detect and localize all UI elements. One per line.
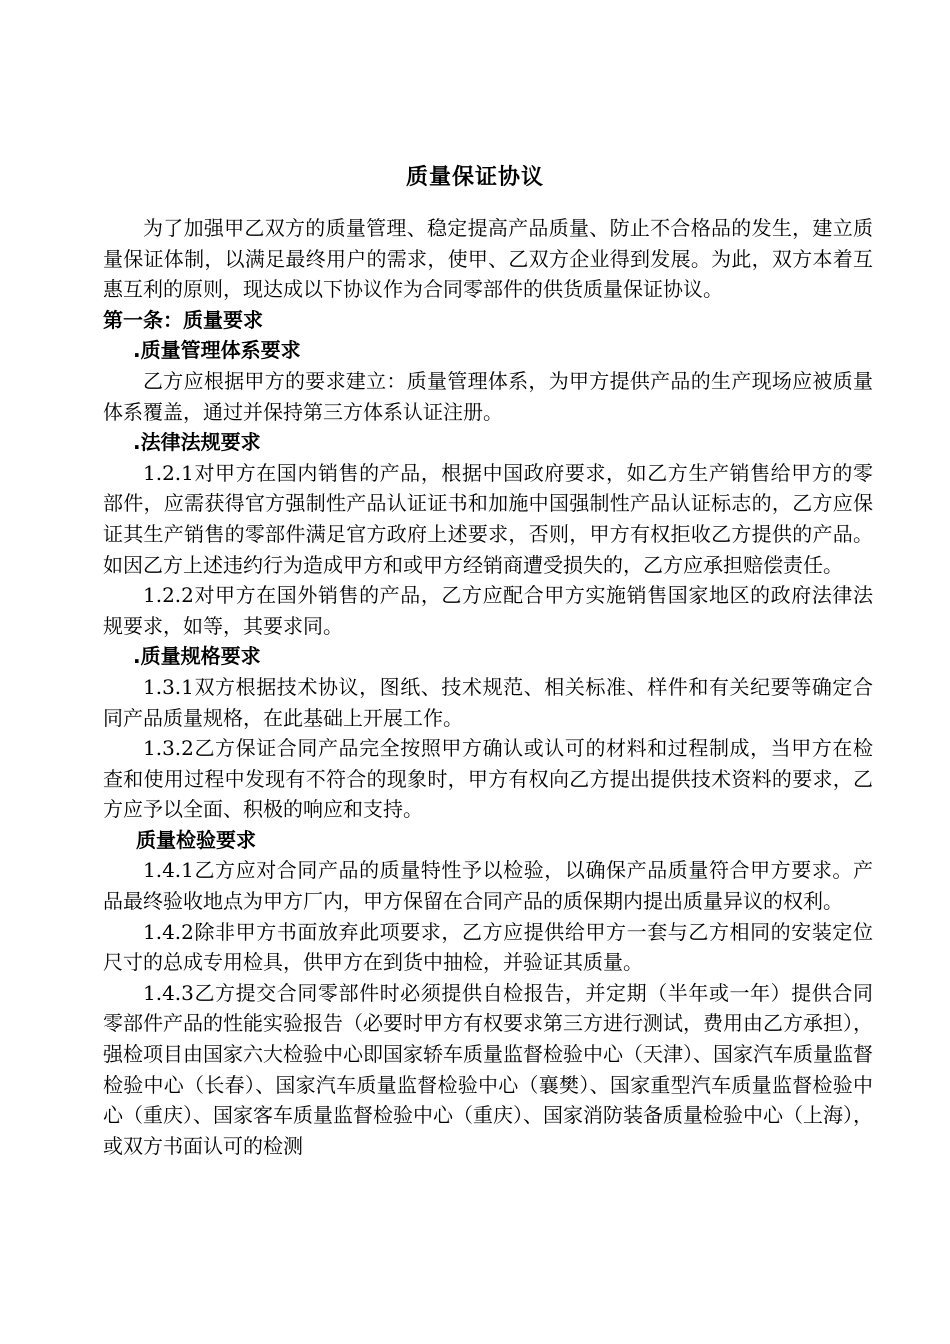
intro-paragraph: 为了加强甲乙双方的质量管理、稳定提高产品质量、防止不合格品的发生，建立质量保证体制，以满足最终用户的需求，使甲、乙双方企业得到发展。为此，双方本着互惠互利的原则，现达成以下协议作为合同零部件的供货质量保证协议。 (103, 216, 873, 302)
section-1-4-heading: 质量检验要求 (136, 827, 256, 852)
clause-1-4-1: 1.4.1乙方应对合同产品的质量特性予以检验，以确保产品质量符合甲方要求。产品最终验收地点为甲方厂内，甲方保留在合同产品的质保期内提出质量异议的权利。 (103, 858, 873, 914)
section-1-1-text: 乙方应根据甲方的要求建立：质量管理体系，为甲方提供产品的生产现场应被质量体系覆盖，通过并保持第三方体系认证注册。 (103, 368, 873, 424)
document-body (103, 213, 873, 1161)
section-1-1-heading: .质量管理体系要求 (133, 338, 301, 363)
article-1-heading: 第一条：质量要求 (103, 307, 263, 332)
document-title: 质量保证协议 (405, 165, 544, 190)
clause-1-3-2: 1.3.2乙方保证合同产品完全按照甲方确认或认可的材料和过程制成，当甲方在检查和使用过程中发现有不符合的现象时，甲方有权向乙方提出提供技术资料的要求，乙方应予以全面、积极的响应和支持。 (103, 736, 873, 822)
clause-1-3-1: 1.3.1双方根据技术协议，图纸、技术规范、相关标准、样件和有关纪要等确定合同产品质量规格，在此基础上开展工作。 (103, 674, 873, 730)
clause-1-4-2: 1.4.2除非甲方书面放弃此项要求，乙方应提供给甲方一套与乙方相同的安装定位尺寸的总成专用检具，供甲方在到货中抽检，并验证其质量。 (103, 919, 873, 975)
section-1-3-heading: .质量规格要求 (133, 644, 261, 669)
clause-1-2-2: 1.2.2对甲方在国外销售的产品，乙方应配合甲方实施销售国家地区的政府法律法规要求，如等，其要求同。 (103, 583, 873, 638)
clause-1-4-3: 1.4.3乙方提交合同零部件时必须提供自检报告，并定期（半年或一年）提供合同零部件产品的性能实验报告（必要时甲方有权要求第三方进行测试，费用由乙方承担），强检项目由国家六大检验中心即国家轿车质量监督检验中心（天津）、国家汽车质量监督检验中心（长春）、国家汽车质量监督检验中心（襄樊）、国家重型汽车质量监督检验中心（重庆）、国家客车质量监督检验中心（重庆）、国家消防装备质量检验中心（上海），或双方书面认可的检测 (103, 980, 873, 1158)
clause-1-2-1: 1.2.1对甲方在国内销售的产品，根据中国政府要求，如乙方生产销售给甲方的零部件，应需获得官方强制性产品认证证书和加施中国强制性产品认证标志的，乙方应保证其生产销售的零部件满足官方政府上述要求，否则，甲方有权拒收乙方提供的产品。如因乙方上述违约行为造成甲方和或甲方经销商遭受损失的，乙方应承担赔偿责任。 (103, 460, 873, 577)
section-1-2-heading: .法律法规要求 (133, 430, 261, 455)
